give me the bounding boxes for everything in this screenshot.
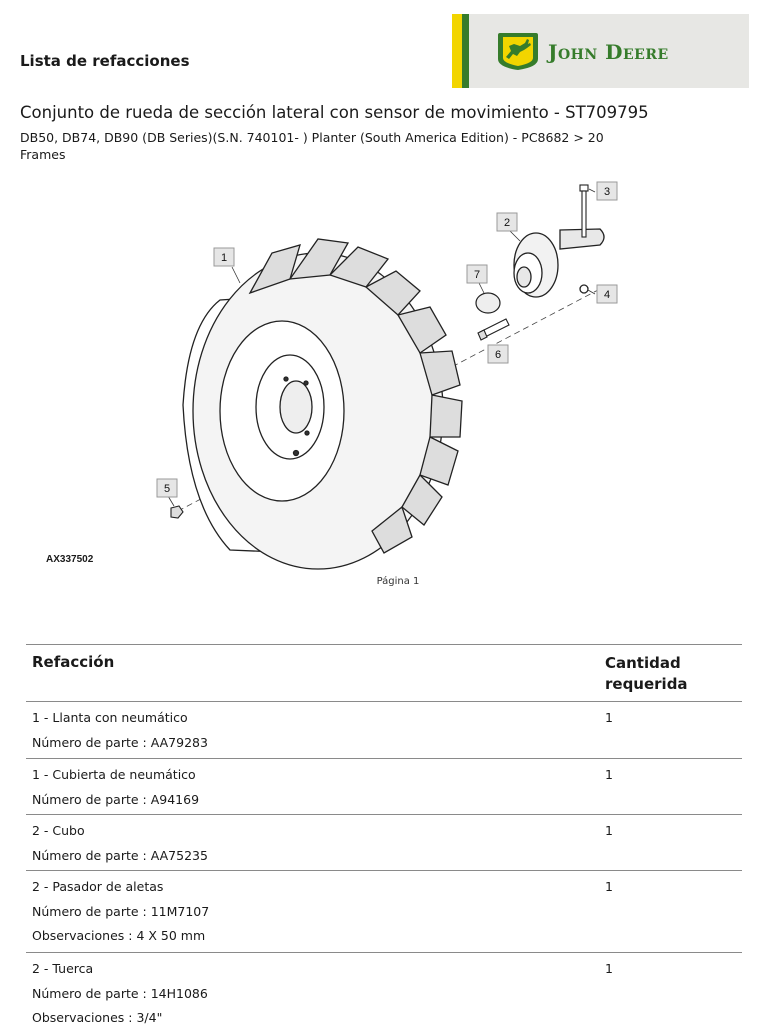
john-deere-logo [452, 14, 749, 88]
part-quantity: 1 [605, 879, 613, 894]
part-quantity: 1 [605, 961, 613, 976]
svg-text:3: 3 [603, 186, 611, 198]
callout-7 [467, 265, 487, 283]
column-header-quantity-line-2: requerida [605, 675, 688, 693]
page-number: Página 1 [376, 576, 420, 587]
svg-text:5: 5 [163, 483, 171, 495]
table-row [26, 815, 742, 871]
part-description [26, 766, 605, 814]
part-name: 2 - Cubo [32, 823, 85, 838]
table-row [26, 702, 742, 759]
leaping-deer-icon [496, 31, 540, 71]
document-title: Lista de refacciones [20, 52, 190, 70]
part-description [26, 709, 605, 758]
assembly-title: Conjunto de rueda de sección lateral con sensor de movimiento - ST709795 [20, 103, 649, 122]
callout-6 [488, 345, 508, 363]
part-number: Número de parte : 14H1086 [32, 985, 208, 1001]
svg-text:4: 4 [603, 289, 611, 301]
logo-yellow-stripe [452, 14, 462, 88]
part-description [26, 822, 605, 870]
svg-text:2: 2 [503, 217, 511, 229]
part-name: 1 - Cubierta de neumático [32, 767, 196, 782]
part-number: Número de parte : A94169 [32, 791, 200, 807]
table-row [26, 953, 742, 1033]
callout-2 [497, 213, 517, 231]
svg-text:1: 1 [220, 252, 228, 264]
callout-1 [214, 248, 234, 266]
assembly-subtitle-line-1: DB50, DB74, DB90 (DB Series)(S.N. 740101- ) Planter (South America Edition) - PC8682 > 20 [20, 130, 604, 145]
callout-5 [157, 479, 177, 497]
callout-3 [597, 182, 617, 200]
part-number: Número de parte : 11M7107 [32, 903, 210, 919]
table-row [26, 871, 742, 953]
figure-code: AX337502 [46, 554, 94, 565]
exploded-parts-diagram [0, 175, 768, 575]
part-number: Número de parte : AA79283 [32, 734, 208, 750]
tire-drawing [183, 239, 462, 569]
part-note: Observaciones : 4 X 50 mm [32, 928, 206, 943]
table-row [26, 759, 742, 815]
part-description [26, 960, 605, 1033]
part-quantity: 1 [605, 823, 613, 838]
brand-name: John Deere [548, 40, 669, 64]
assembly-subtitle [20, 129, 620, 163]
parts-table [26, 644, 742, 1033]
hub-drawing [514, 229, 604, 297]
callout-4 [597, 285, 617, 303]
part-name: 2 - Pasador de aletas [32, 879, 164, 894]
part-quantity: 1 [605, 767, 613, 782]
cap-drawing [476, 293, 500, 313]
part-note: Observaciones : 3/4" [32, 1010, 163, 1025]
column-header-part: Refacción [32, 653, 115, 671]
sensor-stud-drawing [478, 319, 509, 340]
part-name: 1 - Llanta con neumático [32, 710, 188, 725]
assembly-subtitle-line-2: Frames [20, 147, 66, 162]
part-number: Número de parte : AA75235 [32, 847, 208, 863]
table-header [26, 645, 742, 702]
part-quantity: 1 [605, 710, 613, 725]
part-name: 2 - Tuerca [32, 961, 94, 976]
nut-drawing [171, 506, 183, 518]
svg-text:6: 6 [494, 349, 502, 361]
column-header-quantity [605, 645, 688, 701]
svg-text:7: 7 [473, 269, 481, 281]
logo-green-stripe [462, 14, 469, 88]
column-header-quantity-line-1: Cantidad [605, 654, 681, 672]
part-description [26, 878, 605, 952]
